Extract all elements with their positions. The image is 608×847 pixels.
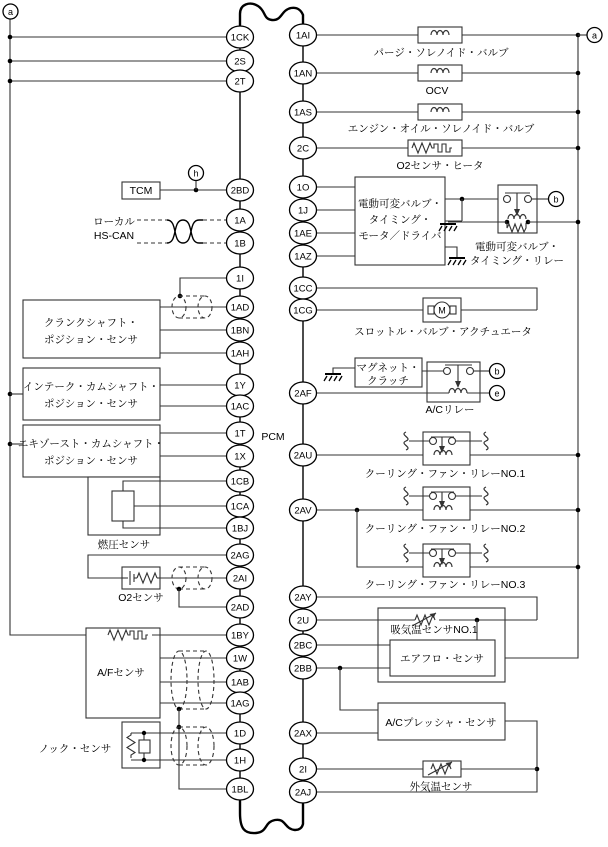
motor-icon: M <box>438 305 446 316</box>
pcm-pin-2AD <box>227 596 254 618</box>
crank-label-1: クランクシャフト・ <box>43 317 139 329</box>
exhaust-cam-box <box>23 425 160 477</box>
connector-top-wave <box>240 4 303 26</box>
pcm-pin-label: 2BC <box>293 640 313 652</box>
pcm-pin-1AE <box>290 222 317 244</box>
evt-motor-label-1: 電動可変バルブ・ <box>358 198 442 210</box>
ocv-row <box>316 65 580 97</box>
pcm-pin-label: 1CC <box>293 283 313 295</box>
exhaust-cam-sensor-block <box>10 425 227 477</box>
pcm-pin-label: 1AN <box>293 68 313 80</box>
pcm-pin-label: 2AV <box>294 505 312 517</box>
pcm-pin-label: 1AZ <box>294 251 312 263</box>
pcm-pin-2AG <box>227 544 254 566</box>
pcm-pin-label: 1D <box>233 728 247 740</box>
pcm-pin-2I <box>290 758 317 780</box>
pcm-pin-label: 2BB <box>294 663 312 675</box>
pcm-pin-label: 2S <box>234 56 246 68</box>
ambient-temp-label: 外気温センサ <box>409 781 473 793</box>
hscan-label-1: ローカル <box>93 216 135 228</box>
pcm-pin-2BB <box>290 657 317 679</box>
pcm-pin-label: 1B <box>234 238 246 250</box>
pcm-pin-label: 1AI <box>295 30 311 42</box>
intake-cam-box <box>23 368 160 420</box>
terminal-b-evt-label: b <box>553 194 559 205</box>
knock-sensor-block <box>39 722 227 768</box>
terminal-a-right <box>578 28 602 43</box>
pcm-pin-2AU <box>290 444 317 466</box>
purge-solenoid-label: パージ・ソレノイド・バルブ <box>373 47 509 59</box>
fan-relay-1 <box>316 432 580 480</box>
maf-label: エアフロ・センサ <box>400 653 484 665</box>
tcm-label: TCM <box>129 185 153 197</box>
pcm-pin-1AH <box>227 342 254 364</box>
pcm-pin-2C <box>290 137 317 159</box>
pcm-pin-label: 1CG <box>293 305 313 317</box>
fuel-pressure-label: 燃圧センサ <box>97 539 151 551</box>
pcm-pin-label: 2AF <box>294 388 312 400</box>
pcm-pin-1BN <box>227 319 254 341</box>
pcm-pin-2S <box>227 50 254 72</box>
purge-solenoid-row <box>316 27 580 59</box>
throttle-actuator-label: スロットル・バルブ・アクチュエータ <box>354 326 532 338</box>
pcm-pin-label: 1AB <box>231 677 249 689</box>
pcm-pin-2AI <box>227 567 254 589</box>
terminal-a-left-label: a <box>7 7 14 17</box>
pcm-pin-label: 2AY <box>294 592 312 604</box>
engine-oil-solenoid-box <box>418 104 462 120</box>
pcm-pin-label: 1AC <box>230 401 250 413</box>
pcm-pin-1O <box>290 176 317 198</box>
pcm-pin-1CG <box>290 299 317 321</box>
ac-pressure-label: A/Cプレッシャ・センサ <box>385 717 497 729</box>
pcm-pin-2AJ <box>290 781 317 803</box>
terminal-h-label: h <box>193 168 199 179</box>
pcm-pin-1AN <box>290 62 317 84</box>
pcm-pin-1CK <box>227 26 254 48</box>
fan-relay-2 <box>316 487 580 535</box>
ground-icon <box>448 258 466 265</box>
pcm-pin-1D <box>227 722 254 744</box>
throttle-actuator-block <box>316 288 537 338</box>
hscan-label-2: HS-CAN <box>93 230 135 242</box>
tcm-block <box>122 166 227 200</box>
pcm-pin-1CC <box>290 277 317 299</box>
terminal-a-right-label: a <box>591 30 598 41</box>
pcm-label: PCM <box>261 431 285 443</box>
evt-motor-label-2: タイミング・ <box>368 214 432 226</box>
pcm-pin-label: 2BD <box>230 185 250 197</box>
pcm-pin-label: 1O <box>296 182 310 194</box>
pcm-pin-1AS <box>290 101 317 123</box>
pcm-pin-label: 2AX <box>294 728 312 740</box>
pcm-pin-1BL <box>227 778 254 800</box>
pcm-pin-label: 1CK <box>230 32 250 44</box>
pcm-pin-1W <box>227 647 254 669</box>
fan-relay-2-label: クーリング・ファン・リレーNO.2 <box>364 523 526 535</box>
pcm-pin-1BJ <box>227 517 254 539</box>
engine-oil-solenoid-label: エンジン・オイル・ソレノイド・バルブ <box>347 123 535 135</box>
fan-relay-1-label: クーリング・ファン・リレーNO.1 <box>364 468 526 480</box>
pcm-pin-2BD <box>227 179 254 201</box>
connector-bottom-wave <box>240 800 303 833</box>
crank-sensor-box <box>23 300 160 358</box>
pcm-pin-1CB <box>227 470 254 492</box>
pcm-pin-label: 1AG <box>230 698 250 710</box>
pcm-pin-1X <box>227 445 254 467</box>
exhaust-label-1: エキゾースト・カムシャフト・ <box>17 438 165 450</box>
pcm-pin-1AC <box>227 395 254 417</box>
pcm-pin-label: 1H <box>233 755 247 767</box>
terminal-e-ac-label: e <box>494 388 500 399</box>
af-sensor-label: A/Fセンサ <box>97 667 145 679</box>
iat-maf-block <box>316 597 537 682</box>
terminal-a-left <box>3 4 18 19</box>
pcm-pin-label: 1AS <box>294 107 312 119</box>
pcm-pin-label: 1X <box>234 451 246 463</box>
pcm-pin-2AY <box>290 586 317 608</box>
pcm-pin-1AZ <box>290 245 317 267</box>
intake-label-2: ポジション・センサ <box>43 398 139 410</box>
pcm-pin-label: 1AD <box>230 302 250 314</box>
pcm-pin-label: 2AJ <box>294 787 312 799</box>
ground-icon <box>324 374 342 381</box>
magnet-clutch-label-1: マグネット・ <box>356 362 420 374</box>
knock-sensor-label: ノック・センサ <box>38 743 112 755</box>
ocv-label: OCV <box>425 85 449 97</box>
pcm-pin-label: 1A <box>234 215 246 227</box>
pcm-pin-1AD <box>227 296 254 318</box>
evt-motor-label-3: モータ／ドライバ <box>358 230 442 242</box>
pcm-pin-2AF <box>290 382 317 404</box>
pcm-pin-1AI <box>290 24 317 46</box>
o2-heater-label: O2センサ・ヒータ <box>396 160 484 172</box>
pcm-pin-1T <box>227 422 254 444</box>
pcm-pin-label: 2AG <box>230 550 250 562</box>
pcm-pin-1BY <box>227 624 254 646</box>
terminal-b-ac-label: b <box>494 366 500 377</box>
knock-sensor-box <box>122 722 160 768</box>
pcm-pin-label: 1BJ <box>231 523 249 535</box>
pcm-pin-2BC <box>290 634 317 656</box>
evt-relay-label-1: 電動可変バルブ・ <box>475 241 559 253</box>
hscan-block <box>93 216 227 243</box>
exhaust-label-2: ポジション・センサ <box>43 455 139 467</box>
pcm-pin-label: 1BN <box>230 325 250 337</box>
pcm-pin-2U <box>290 609 317 631</box>
pcm-pin-label: 2AU <box>293 450 313 462</box>
pcm-pin-label: 1BL <box>231 784 249 796</box>
pcm-pin-1B <box>227 232 254 254</box>
pcm-pin-2T <box>227 70 254 92</box>
pcm-pin-label: 1AE <box>294 228 312 240</box>
pcm-pin-label: 1CA <box>230 501 250 513</box>
ambient-temp-block <box>316 761 537 793</box>
pcm-pin-label: 1I <box>236 273 244 285</box>
ac-relay-block <box>316 358 505 416</box>
intake-label-1: インテーク・カムシャフト・ <box>22 381 160 393</box>
o2-sensor-block <box>88 555 227 607</box>
pcm-pin-1Y <box>227 374 254 396</box>
iat-label: 吸気温センサNO.1 <box>390 624 478 636</box>
pcm-pin-1AB <box>227 671 254 693</box>
crank-sensor-block <box>23 278 227 358</box>
pcm-pin-2AX <box>290 722 317 744</box>
crank-label-2: ポジション・センサ <box>43 334 139 346</box>
magnet-clutch-label-2: クラッチ <box>367 375 409 387</box>
pcm-pin-1H <box>227 749 254 771</box>
pcm-pin-label: 2I <box>299 764 307 776</box>
pcm-pin-label: 1J <box>297 205 309 217</box>
pcm-pin-label: 2T <box>234 76 246 88</box>
evt-relay-label-2: タイミング・リレー <box>469 255 565 267</box>
pcm-pin-label: 2AI <box>232 573 248 585</box>
o2-sensor-label: O2センサ <box>118 592 164 604</box>
pcm-pin-1CA <box>227 495 254 517</box>
shield-af <box>171 651 214 709</box>
pcm-pin-2AV <box>290 499 317 521</box>
pcm-pin-1J <box>290 199 317 221</box>
o2-heater-row <box>316 140 580 172</box>
pcm-pin-label: 2AD <box>230 602 250 614</box>
pcm-pin-label: 1CB <box>230 476 250 488</box>
purge-solenoid-box <box>418 27 462 43</box>
engine-oil-solenoid-row <box>316 104 580 135</box>
intake-cam-sensor-block <box>10 368 227 420</box>
pcm-pin-label: 1AH <box>230 348 250 360</box>
pcm-pin-label: 1Y <box>234 380 246 392</box>
pcm-pin-label: 1BY <box>231 630 249 642</box>
pcm-pin-label: 2U <box>296 615 310 627</box>
pcm-pin-label: 2C <box>296 143 310 155</box>
pcm-pin-label: 1W <box>232 653 248 665</box>
evt-relay-block <box>439 185 580 267</box>
pcm-pin-label: 1T <box>234 428 246 440</box>
pcm-pin-1A <box>227 209 254 231</box>
fan-relay-3-label: クーリング・ファン・リレーNO.3 <box>364 579 526 591</box>
fuel-pressure-sensor-block <box>88 477 227 551</box>
ocv-box <box>418 65 462 81</box>
pcm-pin-1I <box>227 267 254 289</box>
pcm-pin-1AG <box>227 692 254 714</box>
ac-relay-label: A/Cリレー <box>425 404 475 416</box>
